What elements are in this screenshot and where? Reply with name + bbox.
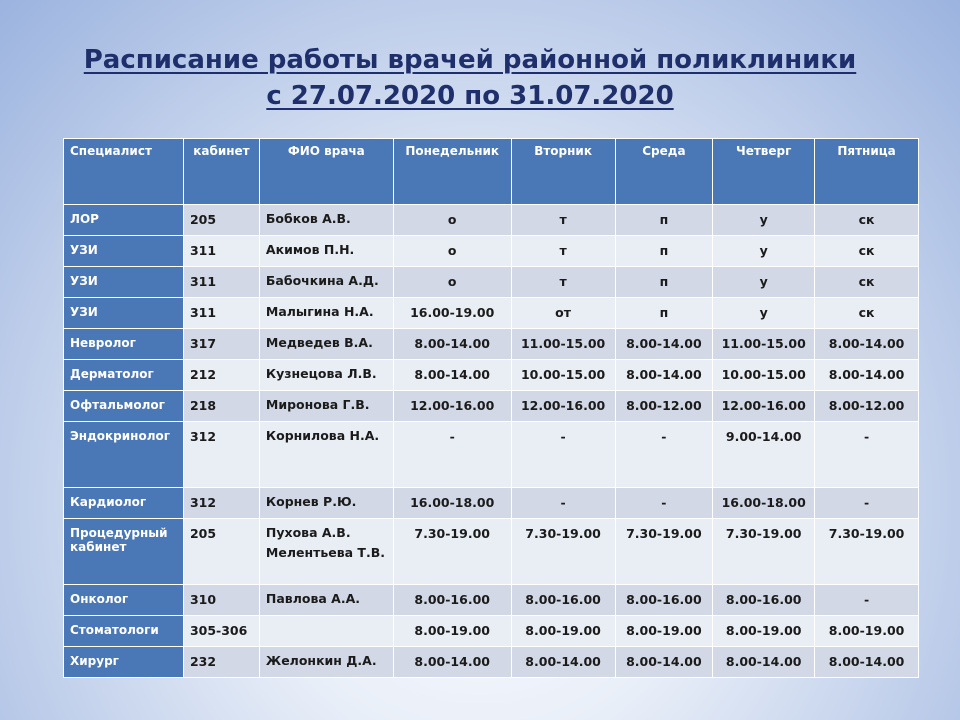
schedule-cell-thursday: 8.00-16.00: [713, 585, 815, 616]
table-row: [64, 360, 919, 391]
schedule-cell-tuesday: от: [511, 298, 615, 329]
doctor-cell: [259, 647, 393, 678]
doctor-name: Медведев В.А.: [265, 335, 373, 350]
schedule-cell-wednesday: 8.00-14.00: [615, 360, 713, 391]
doctor-cell: [259, 267, 393, 298]
doctor-cell: [259, 236, 393, 267]
schedule-cell-monday: о: [393, 236, 511, 267]
cabinet-cell: 317: [183, 329, 259, 360]
schedule-cell-thursday: у: [713, 298, 815, 329]
schedule-cell-friday: 8.00-12.00: [815, 391, 919, 422]
schedule-cell-monday: 8.00-14.00: [393, 360, 511, 391]
table-row: [64, 267, 919, 298]
schedule-cell-wednesday: 8.00-14.00: [615, 329, 713, 360]
doctor-cell: [259, 205, 393, 236]
schedule-cell-tuesday: 8.00-14.00: [511, 647, 615, 678]
schedule-cell-thursday: у: [713, 236, 815, 267]
title-line-1: Расписание работы врачей районной поликлиники: [83, 45, 857, 75]
schedule-cell-tuesday: т: [511, 236, 615, 267]
schedule-cell-wednesday: 8.00-12.00: [615, 391, 713, 422]
schedule-cell-wednesday: 7.30-19.00: [615, 519, 713, 585]
schedule-cell-friday: 8.00-14.00: [815, 329, 919, 360]
specialist-cell: Хирург: [64, 647, 184, 678]
schedule-cell-tuesday: -: [511, 422, 615, 488]
schedule-cell-monday: 8.00-16.00: [393, 585, 511, 616]
schedule-table: [63, 138, 919, 678]
specialist-cell: Стоматологи: [64, 616, 184, 647]
cabinet-cell: 232: [183, 647, 259, 678]
schedule-cell-wednesday: -: [615, 422, 713, 488]
page-title: [0, 42, 940, 114]
table-row: [64, 585, 919, 616]
specialist-cell: ЛОР: [64, 205, 184, 236]
schedule-cell-wednesday: п: [615, 298, 713, 329]
table-row: [64, 236, 919, 267]
schedule-cell-monday: 8.00-14.00: [393, 647, 511, 678]
doctor-cell: [259, 488, 393, 519]
schedule-cell-tuesday: 7.30-19.00: [511, 519, 615, 585]
schedule-cell-monday: о: [393, 205, 511, 236]
specialist-cell: УЗИ: [64, 298, 184, 329]
cabinet-cell: 212: [183, 360, 259, 391]
schedule-cell-tuesday: 8.00-19.00: [511, 616, 615, 647]
schedule-cell-thursday: у: [713, 267, 815, 298]
schedule-cell-tuesday: -: [511, 488, 615, 519]
schedule-cell-monday: 12.00-16.00: [393, 391, 511, 422]
table-row: [64, 329, 919, 360]
doctor-name: Акимов П.Н.: [265, 242, 355, 257]
cabinet-cell: 305-306: [183, 616, 259, 647]
title-line-2: с 27.07.2020 по 31.07.2020: [266, 81, 674, 111]
specialist-cell: УЗИ: [64, 236, 184, 267]
cabinet-cell: 205: [183, 205, 259, 236]
schedule-cell-tuesday: 10.00-15.00: [511, 360, 615, 391]
schedule-cell-monday: о: [393, 267, 511, 298]
header-row: [64, 139, 919, 205]
doctor-cell: [259, 360, 393, 391]
schedule-cell-thursday: 7.30-19.00: [713, 519, 815, 585]
header-specialist: Специалист: [64, 139, 184, 205]
schedule-cell-tuesday: 8.00-16.00: [511, 585, 615, 616]
schedule-cell-tuesday: 12.00-16.00: [511, 391, 615, 422]
cabinet-cell: 218: [183, 391, 259, 422]
schedule-cell-thursday: 8.00-19.00: [713, 616, 815, 647]
schedule-cell-thursday: 12.00-16.00: [713, 391, 815, 422]
schedule-cell-friday: 8.00-14.00: [815, 360, 919, 391]
table-row: [64, 391, 919, 422]
cabinet-cell: 311: [183, 267, 259, 298]
schedule-cell-wednesday: п: [615, 267, 713, 298]
schedule-cell-friday: ск: [815, 236, 919, 267]
header-cabinet: кабинет: [183, 139, 259, 205]
doctor-cell: [259, 329, 393, 360]
header-thursday: Четверг: [713, 139, 815, 205]
header-monday: Понедельник: [393, 139, 511, 205]
doctor-cell: [259, 519, 393, 585]
specialist-cell: Эндокринолог: [64, 422, 184, 488]
table-row: [64, 519, 919, 585]
table-row: [64, 616, 919, 647]
schedule-cell-wednesday: -: [615, 488, 713, 519]
schedule-cell-tuesday: 11.00-15.00: [511, 329, 615, 360]
schedule-cell-friday: 8.00-14.00: [815, 647, 919, 678]
specialist-cell: УЗИ: [64, 267, 184, 298]
specialist-cell: Кардиолог: [64, 488, 184, 519]
doctor-name: Пухова А.В.: [265, 525, 351, 540]
schedule-cell-tuesday: т: [511, 205, 615, 236]
schedule-cell-friday: 7.30-19.00: [815, 519, 919, 585]
doctor-name-second: Мелентьева Т.В.: [265, 545, 385, 560]
doctor-name: Кузнецова Л.В.: [265, 366, 377, 381]
table-row: [64, 298, 919, 329]
schedule-cell-friday: ск: [815, 267, 919, 298]
schedule-cell-friday: -: [815, 585, 919, 616]
schedule-cell-monday: 16.00-19.00: [393, 298, 511, 329]
doctor-cell: [259, 298, 393, 329]
doctor-cell: [259, 616, 393, 647]
cabinet-cell: 312: [183, 488, 259, 519]
specialist-cell: Процедурный кабинет: [64, 519, 184, 585]
schedule-cell-thursday: у: [713, 205, 815, 236]
doctor-name: Корнев Р.Ю.: [265, 494, 357, 509]
cabinet-cell: 312: [183, 422, 259, 488]
schedule-cell-friday: -: [815, 422, 919, 488]
schedule-cell-friday: ск: [815, 205, 919, 236]
cabinet-cell: 311: [183, 298, 259, 329]
header-tuesday: Вторник: [511, 139, 615, 205]
header-friday: Пятница: [815, 139, 919, 205]
schedule-cell-thursday: 8.00-14.00: [713, 647, 815, 678]
cabinet-cell: 205: [183, 519, 259, 585]
doctor-cell: [259, 391, 393, 422]
doctor-cell: [259, 585, 393, 616]
doctor-cell: [259, 422, 393, 488]
header-wednesday: Среда: [615, 139, 713, 205]
schedule-cell-wednesday: 8.00-14.00: [615, 647, 713, 678]
schedule-cell-friday: ск: [815, 298, 919, 329]
schedule-cell-wednesday: 8.00-19.00: [615, 616, 713, 647]
schedule-cell-monday: 8.00-19.00: [393, 616, 511, 647]
doctor-name: Бобков А.В.: [265, 211, 351, 226]
schedule-cell-wednesday: п: [615, 205, 713, 236]
header-doctor-name: ФИО врача: [259, 139, 393, 205]
schedule-cell-monday: -: [393, 422, 511, 488]
doctor-name: Павлова А.А.: [265, 591, 360, 606]
schedule-cell-monday: 7.30-19.00: [393, 519, 511, 585]
schedule-cell-monday: 8.00-14.00: [393, 329, 511, 360]
table-row: [64, 205, 919, 236]
schedule-cell-monday: 16.00-18.00: [393, 488, 511, 519]
specialist-cell: Невролог: [64, 329, 184, 360]
specialist-cell: Дерматолог: [64, 360, 184, 391]
table-row: [64, 647, 919, 678]
schedule-cell-friday: -: [815, 488, 919, 519]
doctor-name: Миронова Г.В.: [265, 397, 370, 412]
doctor-name: Бабочкина А.Д.: [265, 273, 379, 288]
schedule-cell-thursday: 11.00-15.00: [713, 329, 815, 360]
schedule-cell-thursday: 9.00-14.00: [713, 422, 815, 488]
specialist-cell: Онколог: [64, 585, 184, 616]
specialist-cell: Офтальмолог: [64, 391, 184, 422]
schedule-cell-thursday: 10.00-15.00: [713, 360, 815, 391]
cabinet-cell: 310: [183, 585, 259, 616]
doctor-name: Корнилова Н.А.: [265, 428, 380, 443]
doctor-name: Желонкин Д.А.: [265, 653, 377, 668]
table-row: [64, 488, 919, 519]
cabinet-cell: 311: [183, 236, 259, 267]
schedule-cell-wednesday: 8.00-16.00: [615, 585, 713, 616]
schedule-cell-thursday: 16.00-18.00: [713, 488, 815, 519]
schedule-cell-friday: 8.00-19.00: [815, 616, 919, 647]
table-row: [64, 422, 919, 488]
schedule-cell-tuesday: т: [511, 267, 615, 298]
schedule-cell-wednesday: п: [615, 236, 713, 267]
doctor-name: Малыгина Н.А.: [265, 304, 374, 319]
